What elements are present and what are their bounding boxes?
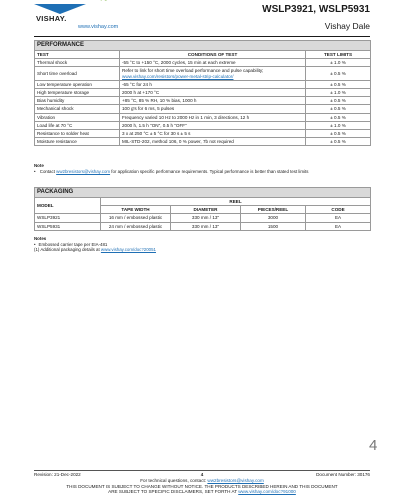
disclaimer-link[interactable]: www.vishay.com/doc?91000 <box>238 489 296 494</box>
questions-prefix: For technical questions, contact: <box>140 478 207 483</box>
test-name: Thermal shock <box>35 59 120 67</box>
note-item: • Embossed carrier tape per EIA-481 <box>34 242 370 248</box>
col-header-code: CODE <box>306 206 371 214</box>
page-header <box>34 4 370 36</box>
part-number-title: WSLP3921, WSLP5931 <box>262 4 370 15</box>
test-name: Low temperature operation <box>35 80 120 88</box>
table-row <box>35 80 371 88</box>
logo-triangle-icon <box>34 4 86 14</box>
test-conditions: Frequency varied 10 Hz to 2000 Hz in 1 min, 3 directions, 12 h <box>120 113 306 121</box>
vishay-logo <box>34 4 86 26</box>
test-limit: ± 0.5 % <box>306 130 371 138</box>
test-name: Moisture resistance <box>35 138 120 146</box>
table-row <box>35 222 371 230</box>
document-number: Document Number: 30176 <box>316 472 370 477</box>
note-label: Note <box>34 163 44 168</box>
conditions-text: Refer to link for short time overload performance and pulse capability; <box>122 68 264 74</box>
col-header-tape-width: TAPE WIDTH <box>101 206 171 214</box>
test-limit: ± 0.5 % <box>306 80 371 88</box>
header-rule <box>34 36 370 37</box>
col-header-reel: REEL <box>101 198 371 206</box>
note-prefix: Contact <box>39 168 55 174</box>
test-conditions: 2000 h, 1.5 h "ON", 0.5 h "OFF" <box>120 121 306 129</box>
footer-line-4 <box>34 489 370 494</box>
table-row <box>35 130 371 138</box>
reel-diameter: 330 mm / 13" <box>171 214 241 222</box>
table-row <box>35 121 371 129</box>
test-limit: ± 0.5 % <box>306 113 371 121</box>
tape-width: 24 mm / embossed plastic <box>101 222 171 230</box>
test-conditions: 2000 h at +170 °C <box>120 89 306 97</box>
test-name: Load life at 70 °C <box>35 121 120 129</box>
table-row <box>35 97 371 105</box>
reel-diameter: 330 mm / 13" <box>171 222 241 230</box>
test-conditions: MIL-STD-202, method 106, 0 % power, 7b not required <box>120 138 306 146</box>
footer-rule <box>34 470 370 471</box>
table-row <box>35 67 371 80</box>
test-name: Resistance to solder heat <box>35 130 120 138</box>
test-conditions <box>120 67 306 80</box>
pieces-per-reel: 1500 <box>241 222 306 230</box>
col-header-conditions: CONDITIONS OF TEST <box>120 51 306 59</box>
test-conditions: -55 °C to +150 °C, 2000 cycles, 15 min at each extreme <box>120 59 306 67</box>
brand-name: Vishay Dale <box>324 21 370 31</box>
test-limit: ± 0.5 % <box>306 97 371 105</box>
col-header-test: TEST <box>35 51 120 59</box>
model-name: WSLP3921 <box>35 214 101 222</box>
packaging-code: EA <box>306 214 371 222</box>
packaging-table <box>34 187 371 231</box>
test-conditions: +85 °C, 85 % RH, 10 % bias, 1000 h <box>120 97 306 105</box>
website-link[interactable]: www.vishay.com <box>78 24 119 30</box>
tape-width: 16 mm / embossed plastic <box>101 214 171 222</box>
disclaimer-line-1: THIS DOCUMENT IS SUBJECT TO CHANGE WITHOUT NOTICE. THE PRODUCTS DESCRIBED HEREIN AND THIS DOCUMENT <box>66 484 338 489</box>
test-name: Mechanical shock <box>35 105 120 113</box>
table-row <box>35 89 371 97</box>
packaging-notes <box>34 236 370 253</box>
packaging-details-link[interactable]: www.vishay.com/doc?20051 <box>100 247 156 253</box>
logo-wordmark: VISHAY. <box>36 14 67 23</box>
pieces-per-reel: 3000 <box>241 214 306 222</box>
calculator-link[interactable]: www.vishay.com/resistors/power-metal-strip-calculator/ <box>122 73 234 79</box>
performance-title: PERFORMANCE <box>35 41 371 51</box>
revision-date: Revision: 21-Dec-2022 <box>34 472 81 477</box>
test-limit: ± 1.0 % <box>306 59 371 67</box>
performance-note <box>34 163 370 174</box>
table-row <box>35 113 371 121</box>
test-limit: ± 0.5 % <box>306 105 371 113</box>
model-name: WSLP5931 <box>35 222 101 230</box>
packaging-title: PACKAGING <box>35 188 371 198</box>
note-suffix: for application specific performance requirements. Typical performance is better than stated test limits <box>111 168 309 174</box>
test-limit: ± 1.0 % <box>306 121 371 129</box>
disclaimer-prefix: ARE SUBJECT TO SPECIFIC DISCLAIMERS, SET FORTH AT <box>108 489 237 494</box>
table-row <box>35 138 371 146</box>
test-conditions: 100 g's for 6 ms, 5 pulses <box>120 105 306 113</box>
note-item <box>34 247 370 253</box>
col-header-diameter: DIAMETER <box>171 206 241 214</box>
test-conditions: -65 °C for 24 h <box>120 80 306 88</box>
table-row <box>35 105 371 113</box>
contact-email-link[interactable]: ww2bresistors@vishay.com <box>56 168 111 174</box>
test-limit: ± 0.5 % <box>306 138 371 146</box>
table-row <box>35 59 371 67</box>
performance-header-row <box>35 51 371 59</box>
test-limit: ± 0.5 % <box>306 67 371 80</box>
footer-line-2 <box>34 478 370 483</box>
notes-label: Notes <box>34 236 47 241</box>
footer-contact-link[interactable]: ww2bresistors@vishay.com <box>207 478 264 483</box>
page-number-large: 4 <box>369 437 378 454</box>
col-header-pieces: PIECES/REEL <box>241 206 306 214</box>
test-name: Vibration <box>35 113 120 121</box>
test-conditions: 3 x at 250 °C ± 5 °C for 30 s ± 5 s <box>120 130 306 138</box>
note-item <box>34 169 370 175</box>
test-name: High temperature storage <box>35 89 120 97</box>
banner-text <box>96 0 276 1</box>
footer-page-number: 4 <box>200 472 204 477</box>
note-prefix: (1) Additional packaging details at <box>34 247 100 253</box>
col-header-model: MODEL <box>35 198 101 214</box>
performance-table <box>34 40 371 146</box>
col-header-limits: TEST LIMITS <box>306 51 371 59</box>
packaging-code: EA <box>306 222 371 230</box>
table-row <box>35 214 371 222</box>
test-name: Short time overload <box>35 67 120 80</box>
test-name: Bias humidity <box>35 97 120 105</box>
test-limit: ± 1.0 % <box>306 89 371 97</box>
